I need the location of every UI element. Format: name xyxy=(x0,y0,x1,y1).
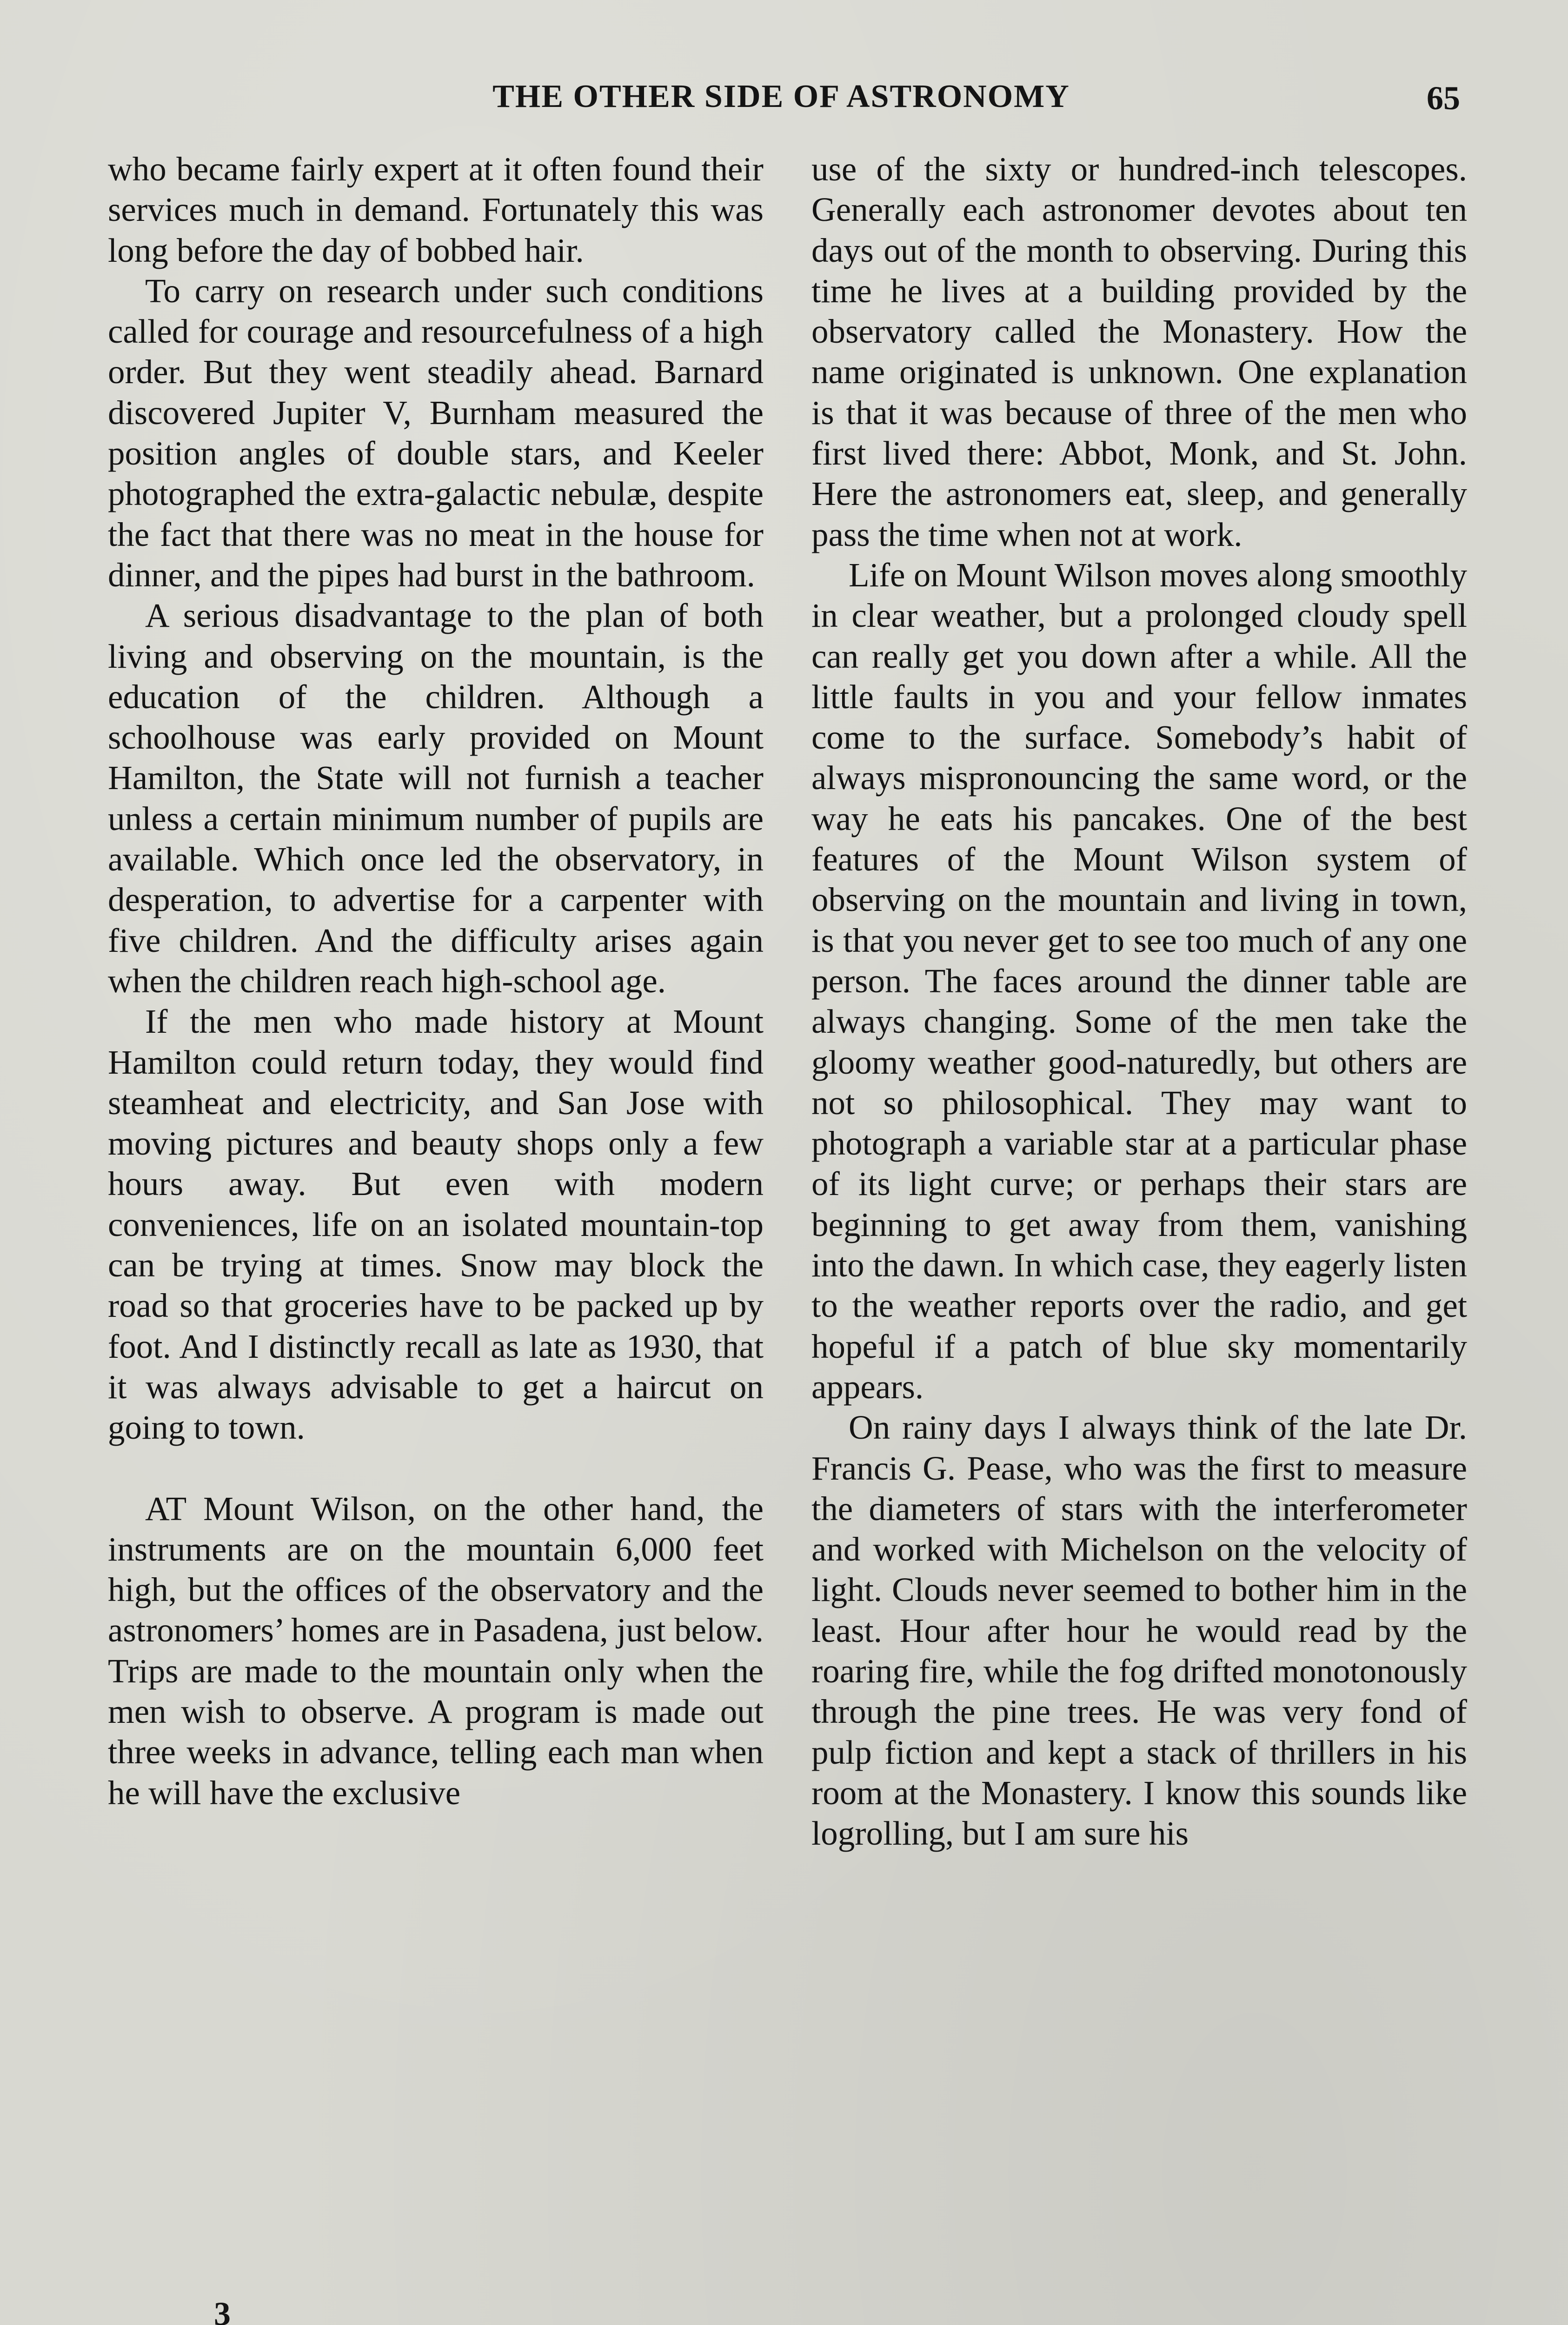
page-header xyxy=(107,70,1460,126)
paragraph: A serious disadvantage to the plan of both living and observing on the mountain, is the education of the children. Although a schoolhouse was early provided on Mount Hamilton, the State will not furnish a teacher unless a certain minimum number of pupils are available. Which once led the observatory, in desperation, to advertise for a carpenter with five children. And the difficulty arises again when the children reach high-school age. xyxy=(108,597,764,1000)
page-number: 65 xyxy=(1427,80,1460,117)
paragraph: use of the sixty or hundred-inch telescopes. Generally each astronomer devotes about ten days out of the month to observing. During this time he lives at a building provided by the observatory called the Monastery. How the name originated is unknown. One explanation is that it was because of three of the men who first lived there: Abbot, Monk, and St. John. Here the astronomers eat, sleep, and generally pass the time when not at work. xyxy=(811,150,1467,553)
paragraph: To carry on research under such conditions called for courage and resourcefulness of a high order. But they went steadily ahead. Barnard discovered Jupiter V, Burnham measured the position angles of double stars, and Keeler photographed the extra-galactic nebulæ, despite the fact that there was no meat in the house for dinner, and the pipes had burst in the bathroom. xyxy=(108,272,764,594)
paragraph: If the men who made history at Mount Hamilton could return today, they would find steamheat and electricity, and San Jose with moving pictures and beauty shops only a few hours away. But even with modern conveniences, life on an isolated mountain-top can be trying at times. Snow may block the road so that groceries have to be packed up by foot. And I distinctly recall as late as 1930, that it was always advisable to get a haircut on going to town. xyxy=(108,1003,764,1447)
section-break xyxy=(108,1448,764,1488)
signature-mark: 3 xyxy=(214,2295,231,2325)
paragraph: On rainy days I always think of the late Dr. Francis G. Pease, who was the first to measure the diameters of stars with the interferometer and worked with Michelson on the velocity of light. Clouds never seemed to bother him in the least. Hour after hour he would read by the roaring fire, while the fog drifted monotonously through the pine trees. He was very fond of pulp fiction and kept a stack of thrillers in his room at the Monastery. I know this sounds like logrolling, but I am sure his xyxy=(811,1408,1467,1853)
paragraph: AT Mount Wilson, on the other hand, the instruments are on the mountain 6,000 feet high, but the offices of the observatory and the astronomers’ homes are in Pasadena, just below. Trips are made to the mountain only when the men wish to observe. A program is made out three weeks in advance, telling each man when he will have the exclusive xyxy=(108,1489,764,1812)
paragraph: who became fairly expert at it often found their services much in demand. Fortunately this was long before the day of bobbed hair. xyxy=(108,150,764,269)
paragraph: Life on Mount Wilson moves along smoothly in clear weather, but a prolonged cloudy spell can really get you down after a while. All the little faults in you and your fellow inmates come to the surface. Somebody’s habit of always mispronouncing the same word, or the way he eats his pancakes. One of the best features of the Mount Wilson system of observing on the mountain and living in town, is that you never get to see too much of any one person. The faces around the dinner table are always changing. Some of the men take the gloomy weather good-naturedly, but others are not so philosophical. They may want to photograph a variable star at a particular phase of its light curve; or perhaps their stars are beginning to get away from them, vanishing into the dawn. In which case, they eagerly listen to the weather reports over the radio, and get hopeful if a patch of blue sky momentarily appears. xyxy=(811,556,1467,1406)
running-title: THE OTHER SIDE OF ASTRONOMY xyxy=(492,79,1070,114)
right-column xyxy=(811,149,1467,2288)
left-column xyxy=(108,149,764,2288)
